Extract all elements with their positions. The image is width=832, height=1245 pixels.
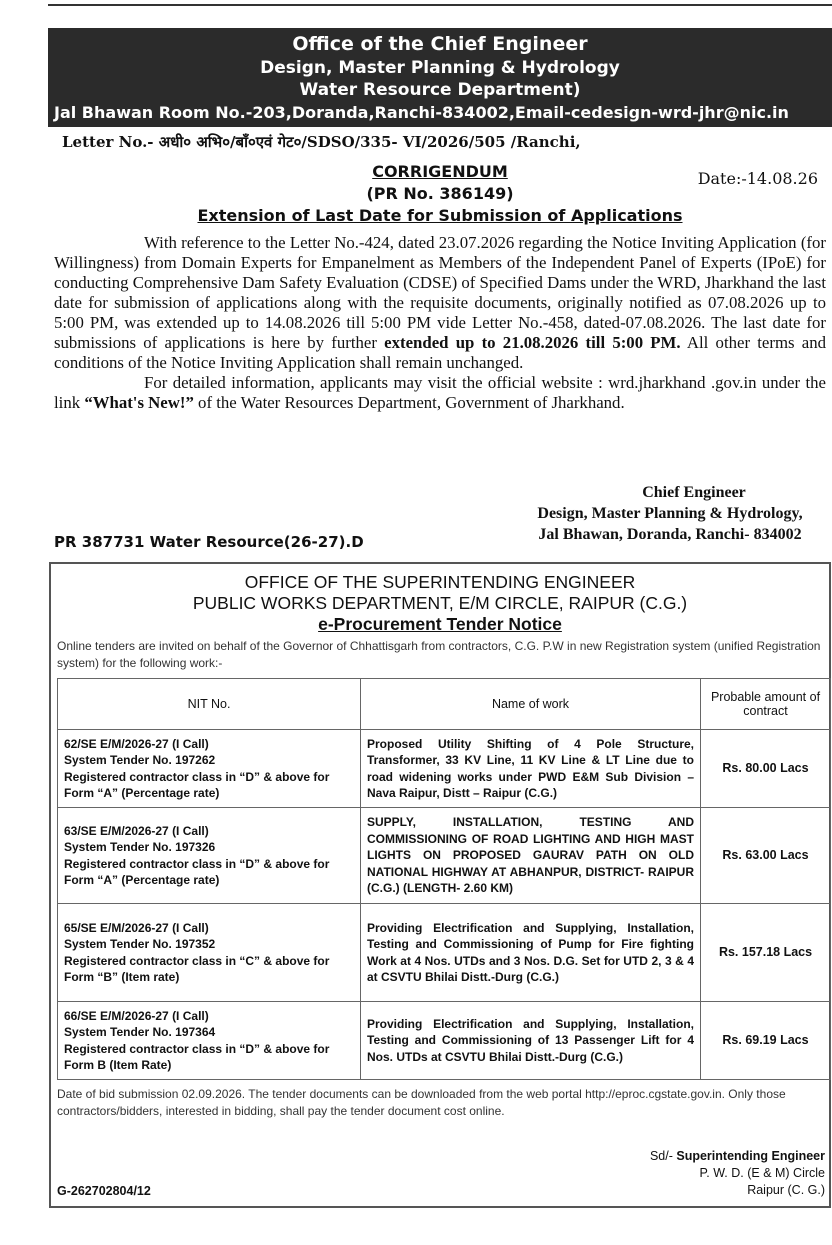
paragraph-2-text: For detailed information, applicants may visit the official website : wrd.jharkhand .gov.in under the link <box>54 373 826 412</box>
signatory-circle: P. W. D. (E & M) Circle <box>699 1166 825 1180</box>
table-row <box>58 730 831 808</box>
paragraph-1-text: With reference to the Letter No.-424, dated 23.07.2026 regarding the Notice Inviting Application (for Willingness) from Domain Experts for Empanelment as Members of the Independent Panel of Experts (IPoE) for conducting Comprehensive Dam Safety Evaluation (CDSE) of Specified Dams under the WRD, Jharkhand the last date for submission of applications along with the requisite documents, originally notified as 07.08.2026 up to 5:00 PM, was extended up to 14.08.2026 till 5:00 PM vide Letter No.-458, dated-07.08.2026. The last date for submissions of applications is here by further <box>54 233 826 352</box>
subject-line: Extension of Last Date for Submission of Applications <box>197 206 683 225</box>
sd-prefix: Sd/- <box>649 1149 673 1163</box>
chief-engineer-signature <box>512 482 828 545</box>
pr-number: (PR No. 386149) <box>366 184 514 203</box>
contractor-class: Registered contractor class in “D” & above for Form “A” (Percentage rate) <box>64 856 330 887</box>
system-tender-number: System Tender No. 197352 <box>64 937 216 951</box>
work-cell: Providing Electrification and Supplying, Installation, Testing and Commissioning of 13 Passenger Lift for 4 Nos. UTDs at CSVTU Bhilai Distt.-Durg (C.G.) <box>361 1002 701 1080</box>
nit-cell <box>58 904 361 1002</box>
work-cell: Providing Electrification and Supplying, Installation, Testing and Commissioning of Pump for Fire fighting Work at 4 Nos. UTDs and 3 Nos. D.G. Set for UTD 2, 3 & 4 at CSVTU Bhilai Distt.-Durg (C.G.) <box>361 904 701 1002</box>
amount-cell: Rs. 69.19 Lacs <box>701 1002 831 1080</box>
office-title: Office of the Chief Engineer <box>292 33 588 55</box>
nit-number: 66/SE E/M/2026-27 (I Call) <box>64 1008 209 1023</box>
corrigendum-notice <box>48 28 832 555</box>
nit-cell <box>58 1002 361 1080</box>
work-cell: SUPPLY, INSTALLATION, TESTING AND COMMISSIONING OF ROAD LIGHTING AND HIGH MAST LIGHTS ON PROPOSED GAURAV PATH ON OLD NATIONAL HIGHWAY AT ABHANPUR, DISTRICT- RAIPUR (C.G.) (LENGTH- 2.60 KM) <box>361 808 701 904</box>
contractor-class: Registered contractor class in “D” & above for Form B (Item Rate) <box>64 1041 330 1072</box>
column-probable-amount: Probable amount of contract <box>701 679 831 730</box>
column-nit-no: NIT No. <box>58 679 361 730</box>
system-tender-number: System Tender No. 197326 <box>64 840 216 854</box>
contractor-class: Registered contractor class in “D” & above for Form “A” (Percentage rate) <box>64 769 330 800</box>
letter-date: Date:-14.08.26 <box>697 169 818 188</box>
bid-submission-note: Date of bid submission 02.09.2026. The tender documents can be downloaded from the web portal http://eproc.cgstate.gov.in. Only those contractors/bidders, interested in bidding, shall pay the tender document cost online. <box>57 1087 786 1118</box>
signatory-address: Jal Bhawan, Doranda, Ranchi- 834002 <box>538 526 802 543</box>
amount-cell: Rs. 63.00 Lacs <box>701 808 831 904</box>
signatory-city: Raipur (C. G.) <box>747 1183 825 1197</box>
notice-body <box>54 233 826 413</box>
system-tender-number: System Tender No. 197364 <box>64 1025 216 1039</box>
paragraph-2 <box>54 373 826 413</box>
signatory-office: Design, Master Planning & Hydrology, <box>537 505 803 522</box>
amount-cell: Rs. 80.00 Lacs <box>701 730 831 808</box>
paragraph-1 <box>54 233 826 373</box>
system-tender-number: System Tender No. 197262 <box>64 753 216 767</box>
tender-notice-title: e-Procurement Tender Notice <box>318 614 562 634</box>
nit-cell <box>58 808 361 904</box>
notice-code: G-262702804/12 <box>57 1184 151 1198</box>
paragraph-2-bold: “What's New!” <box>84 393 194 412</box>
superintending-engineer-signature <box>650 1148 825 1199</box>
tender-notice <box>49 562 831 1208</box>
tender-office-title: OFFICE OF THE SUPERINTENDING ENGINEER <box>244 572 636 592</box>
tender-intro: Online tenders are invited on behalf of the Governor of Chhattisgarh from contractors, C.G. P.W in new Registration system (unified Registration system) for the following work:- <box>57 639 821 670</box>
top-rule <box>48 4 832 6</box>
signatory-title: Chief Engineer <box>642 484 746 501</box>
contractor-class: Registered contractor class in “C” & above for Form “B” (Item rate) <box>64 953 330 984</box>
office-department: Water Resource Department) <box>299 80 581 100</box>
table-header-row <box>58 679 831 730</box>
pr-footer: PR 387731 Water Resource(26-27).D <box>54 533 364 551</box>
tender-table <box>57 678 831 1080</box>
paragraph-1-end: All other terms and conditions of the Notice Inviting Application shall remain unchanged. <box>54 333 826 372</box>
corrigendum-title: CORRIGENDUM <box>372 162 508 181</box>
paragraph-2-end: of the Water Resources Department, Government of Jharkhand. <box>193 393 625 412</box>
tender-office-subtitle: PUBLIC WORKS DEPARTMENT, E/M CIRCLE, RAIPUR (C.G.) <box>192 593 688 613</box>
office-subtitle: Design, Master Planning & Hydrology <box>260 58 620 78</box>
nit-number: 63/SE E/M/2026-27 (I Call) <box>64 823 209 838</box>
paragraph-1-bold: extended up to 21.08.2026 till 5:00 PM. <box>384 333 681 352</box>
table-row <box>58 1002 831 1080</box>
table-row <box>58 808 831 904</box>
table-row <box>58 904 831 1002</box>
signatory-title: Superintending Engineer <box>676 1149 825 1163</box>
nit-cell <box>58 730 361 808</box>
work-cell: Proposed Utility Shifting of 4 Pole Structure, Transformer, 33 KV Line, 11 KV Line & LT Line due to road widening works under PWD E&M Sub Division – Nava Raipur, Distt – Raipur (C.G.) <box>361 730 701 808</box>
office-address: Jal Bhawan Room No.-203,Doranda,Ranchi-834002,Email-cedesign-wrd-jhr@nic.in <box>54 103 789 122</box>
signature-line-1 <box>650 1148 825 1165</box>
nit-number: 62/SE E/M/2026-27 (I Call) <box>64 736 209 751</box>
amount-cell: Rs. 157.18 Lacs <box>701 904 831 1002</box>
nit-number: 65/SE E/M/2026-27 (I Call) <box>64 920 209 935</box>
office-header-bar <box>48 28 832 127</box>
column-name-of-work: Name of work <box>361 679 701 730</box>
letter-number: Letter No.- अधी० अभि०/बाँ०एवं गेट०/SDSO/335- VI/2026/505 /Ranchi, <box>62 133 581 151</box>
